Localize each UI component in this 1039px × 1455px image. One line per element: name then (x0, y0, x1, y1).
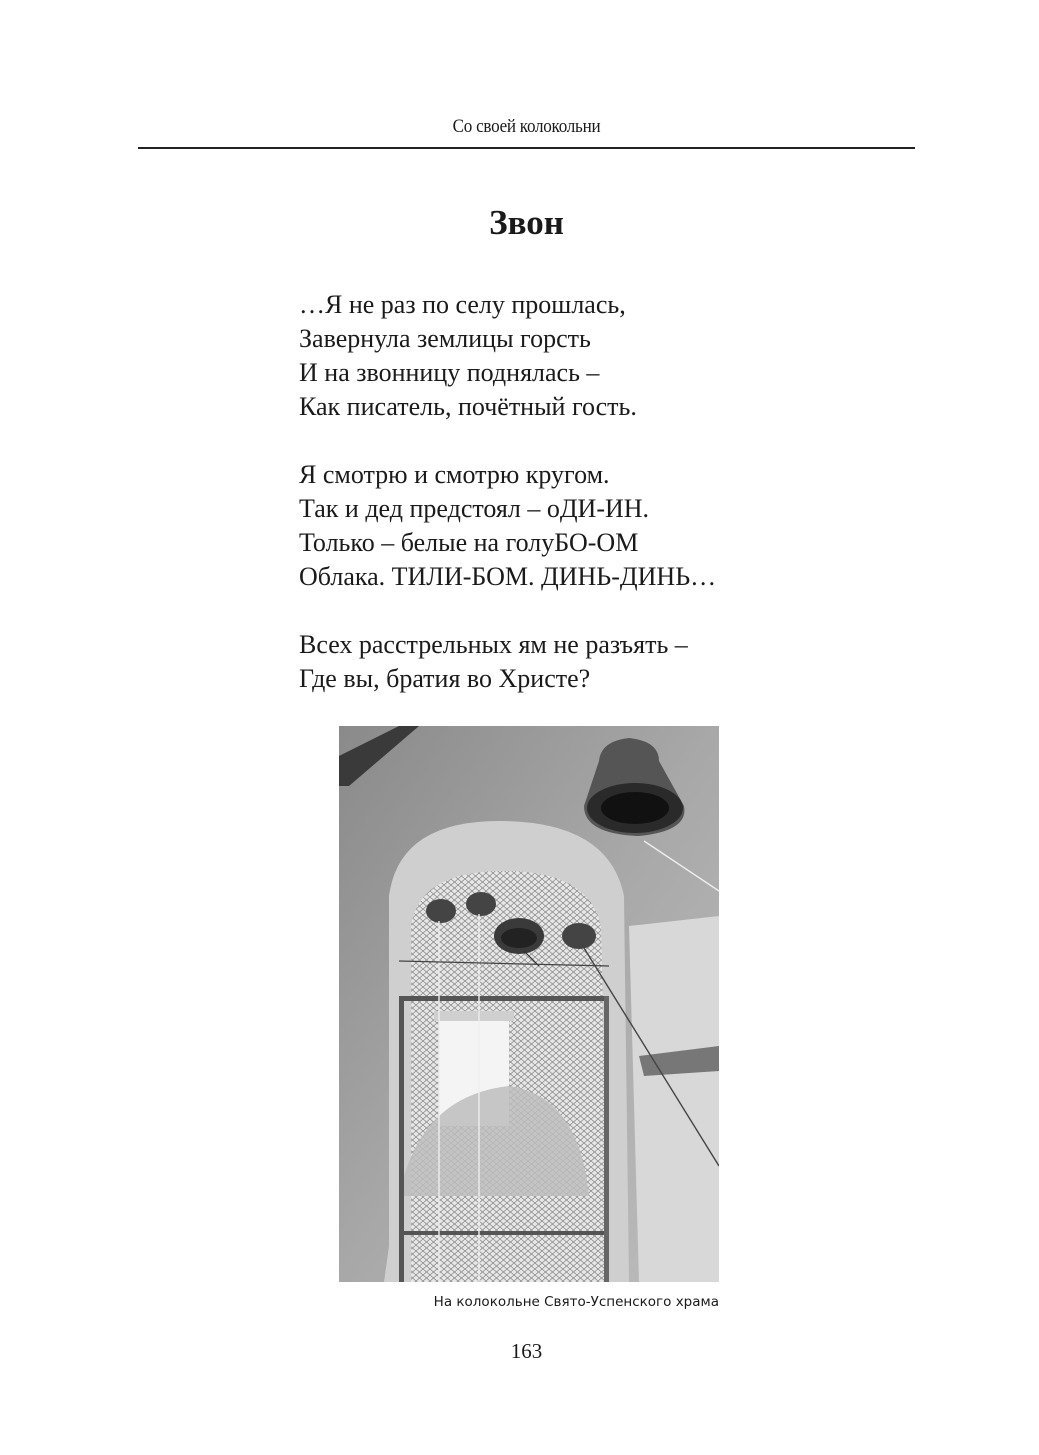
poem-line: Где вы, братия во Христе? (299, 664, 591, 693)
stanza (299, 288, 716, 424)
stanza (299, 458, 716, 594)
poem-line: Только – белые на голуБО-ОМ (299, 528, 639, 557)
page-number: 163 (510, 1339, 543, 1363)
poem-title: Звон (489, 203, 564, 242)
poem-line: Так и дед предстоял – оДИ-ИН. (299, 494, 650, 523)
poem-line: …Я не раз по селу прошлась, (299, 290, 626, 319)
poem-line: Всех расстрельных ям не разъять – (299, 630, 688, 659)
poem-line: И на звонницу поднялась – (299, 358, 600, 387)
poem-body (299, 288, 716, 730)
belfry-photo (339, 726, 719, 1282)
header-rule (138, 147, 915, 149)
running-head: Со своей колокольни (452, 116, 601, 137)
stanza (299, 628, 716, 696)
poem-line: Завернула землицы горсть (299, 324, 591, 353)
photo-caption: На колокольне Свято-Успенского храма (433, 1294, 719, 1310)
poem-line: Как писатель, почётный гость. (299, 392, 637, 421)
poem-line: Я смотрю и смотрю кругом. (299, 460, 610, 489)
poem-line: Облака. ТИЛИ-БОМ. ДИНЬ-ДИНЬ… (299, 562, 717, 591)
